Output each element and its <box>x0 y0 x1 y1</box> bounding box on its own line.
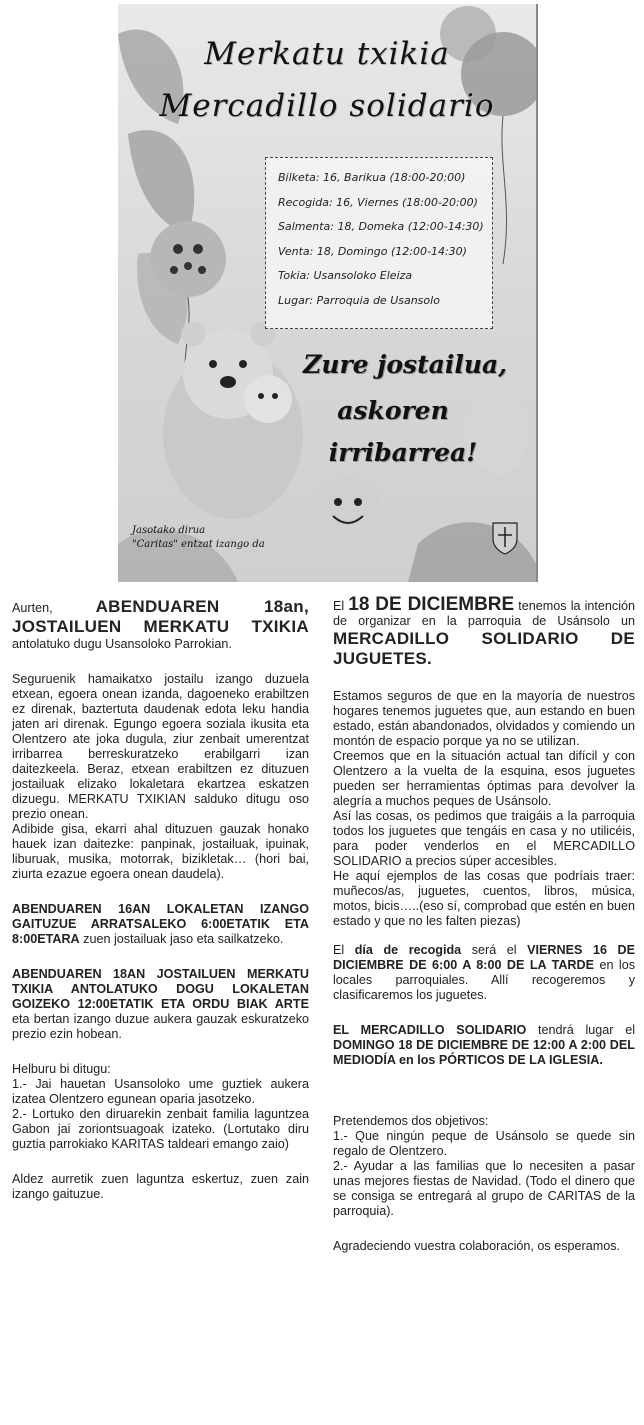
credit-line-1: Jasotako dirua <box>132 525 206 536</box>
market-paragraph-es: EL MERCADILLO SOLIDARIO tendrá lugar el DOMINGO 18 DE DICIEMBRE DE 12:00 A 2:00 DEL MEDIODÍA en los PÓRTICOS DE LA IGLESIA. <box>333 1023 635 1067</box>
date-headline-es: 18 DE DICIEMBRE <box>348 594 515 615</box>
event-info-box <box>265 157 493 329</box>
caritas-credit <box>132 524 265 552</box>
goal-2-eu: 2.- Lortuko den diruarekin zenbait familia laguntzea Gabon jai zoriontsuagoak izateko. (Lortutako diru guztia parrokiako KARITAS taldeari emango zaio) <box>12 1107 309 1151</box>
slogan-line-2: askoren <box>337 396 449 425</box>
slogan-line-1: Zure jostailua, <box>303 350 507 379</box>
intro-paragraph-es: El 18 DE DICIEMBRE tenemos la intención de organizar en la parroquia de Usánsolo un MERCADILLO SOLIDARIO DE JUGUETES. <box>333 594 636 668</box>
body-paragraph-es: Estamos seguros de que en la mayoría de nuestros hogares tenemos juguetes que, aun estando en buen estado, están abandonados, olvidados y comiendo un montón de espacio porque ya no se utilizan. <box>333 689 635 748</box>
goals-heading-eu: Helburu bi ditugu: <box>12 1062 111 1076</box>
poster-title-basque: Merkatu txikia <box>204 36 450 72</box>
examples-paragraph-eu: Adibide gisa, ekarri ahal dituzuen gauzak honako hauek izan daitezke: panpinak, jostailuak, ipuinak, liburuak, musika, motorrak, bizikletak… (hori bai, ziurta ezazue egoera onean daudela). <box>12 822 309 881</box>
credit-line-2: "Caritas" entzat izango da <box>132 539 265 550</box>
goals-heading-es: Pretendemos dos objetivos: <box>333 1114 489 1128</box>
info-place-eu: Tokia: Usansoloko Eleiza <box>278 269 413 282</box>
info-sale-es: Venta: 18, Domingo (12:00-14:30) <box>278 244 467 258</box>
collection-paragraph-es: El día de recogida será el VIERNES 16 DE DICIEMBRE DE 6:00 A 8:00 DE LA TARDE en los locales parroquiales. Allí recogeremos y clasificaremos los juguetes. <box>333 943 636 1002</box>
intro-paragraph-eu: Aurten, ABENDUAREN 18an, JOSTAILUEN MERKATU TXIKIA antolatuko dugu Usansoloko Parrokian. <box>12 597 309 651</box>
spanish-column <box>333 594 636 1254</box>
poster-title-spanish: Mercadillo solidario <box>159 88 495 124</box>
parish-crest-icon <box>490 519 520 555</box>
closing-es: Agradeciendo vuestra colaboración, os esperamos. <box>333 1239 621 1253</box>
column-divider <box>320 597 321 1417</box>
basque-column <box>12 597 309 1202</box>
slogan-line-3: irribarrea! <box>328 438 478 467</box>
poster <box>118 4 538 582</box>
goal-1-eu: 1.- Jai hauetan Usansoloko ume guztiek aukera izatea Olentzero egunean oparia jasotzeko. <box>12 1077 309 1106</box>
headline-es: MERCADILLO SOLIDARIO DE JUGUETES. <box>333 629 635 668</box>
request-paragraph-es: Así las cosas, os pedimos que traigáis a la parroquia todos los juguetes que tengáis en casa y no utilicéis, para poder venderlos en el MERCADILLO SOLIDARIO a precios súper accesibles. <box>333 809 635 868</box>
headline-eu: ABENDUAREN 18an, JOSTAILUEN MERKATU TXIKIA <box>12 597 309 636</box>
info-sale-eu: Salmenta: 18, Domeka (12:00-14:30) <box>278 220 484 233</box>
info-place-es: Lugar: Parroquia de Usansolo <box>278 293 440 307</box>
goal-1-es: 1.- Que ningún peque de Usánsolo se quede sin regalo de Olentzero. <box>333 1129 635 1158</box>
collection-paragraph-eu: ABENDUAREN 16AN LOKALETAN IZANGO GAITUZUE ARRATSALEKO 6:00ETATIK ETA 8:00ETARA zuen jostailuak jaso eta sailkatzeko. <box>12 902 309 946</box>
situation-paragraph-es: Creemos que en la situación actual tan difícil y con Olentzero a la vuelta de la esquina, esos juguetes pueden ser herramientas óptimas para devolver la alegría a muchos peques de Usánsolo. <box>333 749 635 808</box>
examples-paragraph-es: He aquí ejemplos de las cosas que podríais traer: muñecos/as, juguetes, cuentos, libros, música, motos, bicis…..(eso sí, comprobad que estén en buen estado y que no les falten piezas) <box>333 869 635 928</box>
body-paragraph-eu: Seguruenik hamaikatxo jostailu izango duzuela etxean, egoera onean izanda, dagoeneko erabiltzen ez direnak, baztertuta daudenak edota leku handia jaten ari direnak. Egungo egoera soziala ikusita eta Olentzero ate joka dugula, ziur zenbait umerentzat irribarrea berreskuratzeko erabilgarri izan daitezkeela. Beraz, etxean erabiltzen ez dituzuen jostailuak elizako lokaletara ekartzea eskatzen dizuegu. MERKATU TXIKIAN salduko ditugu oso prezio onean. <box>12 672 309 821</box>
closing-eu: Aldez aurretik zuen laguntza eskertuz, zuen zain izango gaituzue. <box>12 1172 309 1201</box>
goal-2-es: 2.- Ayudar a las familias que lo necesiten a pasar unas mejores fiestas de Navidad. (Todo el dinero que se consiga se entregará al grupo de CARITAS de la parroquia). <box>333 1159 635 1218</box>
info-collection-eu: Bilketa: 16, Barikua (18:00-20:00) <box>278 171 466 184</box>
info-collection-es: Recogida: 16, Viernes (18:00-20:00) <box>278 195 478 209</box>
market-paragraph-eu: ABENDUAREN 18AN JOSTAILUEN MERKATU TXIKIA ANTOLATUKO DOGU LOKALETAN GOIZEKO 12:00ETATIK ETA ORDU BIAK ARTE eta bertan izango duzue aukera gauzak eskuratzeko prezio ezin hobean. <box>12 967 309 1041</box>
